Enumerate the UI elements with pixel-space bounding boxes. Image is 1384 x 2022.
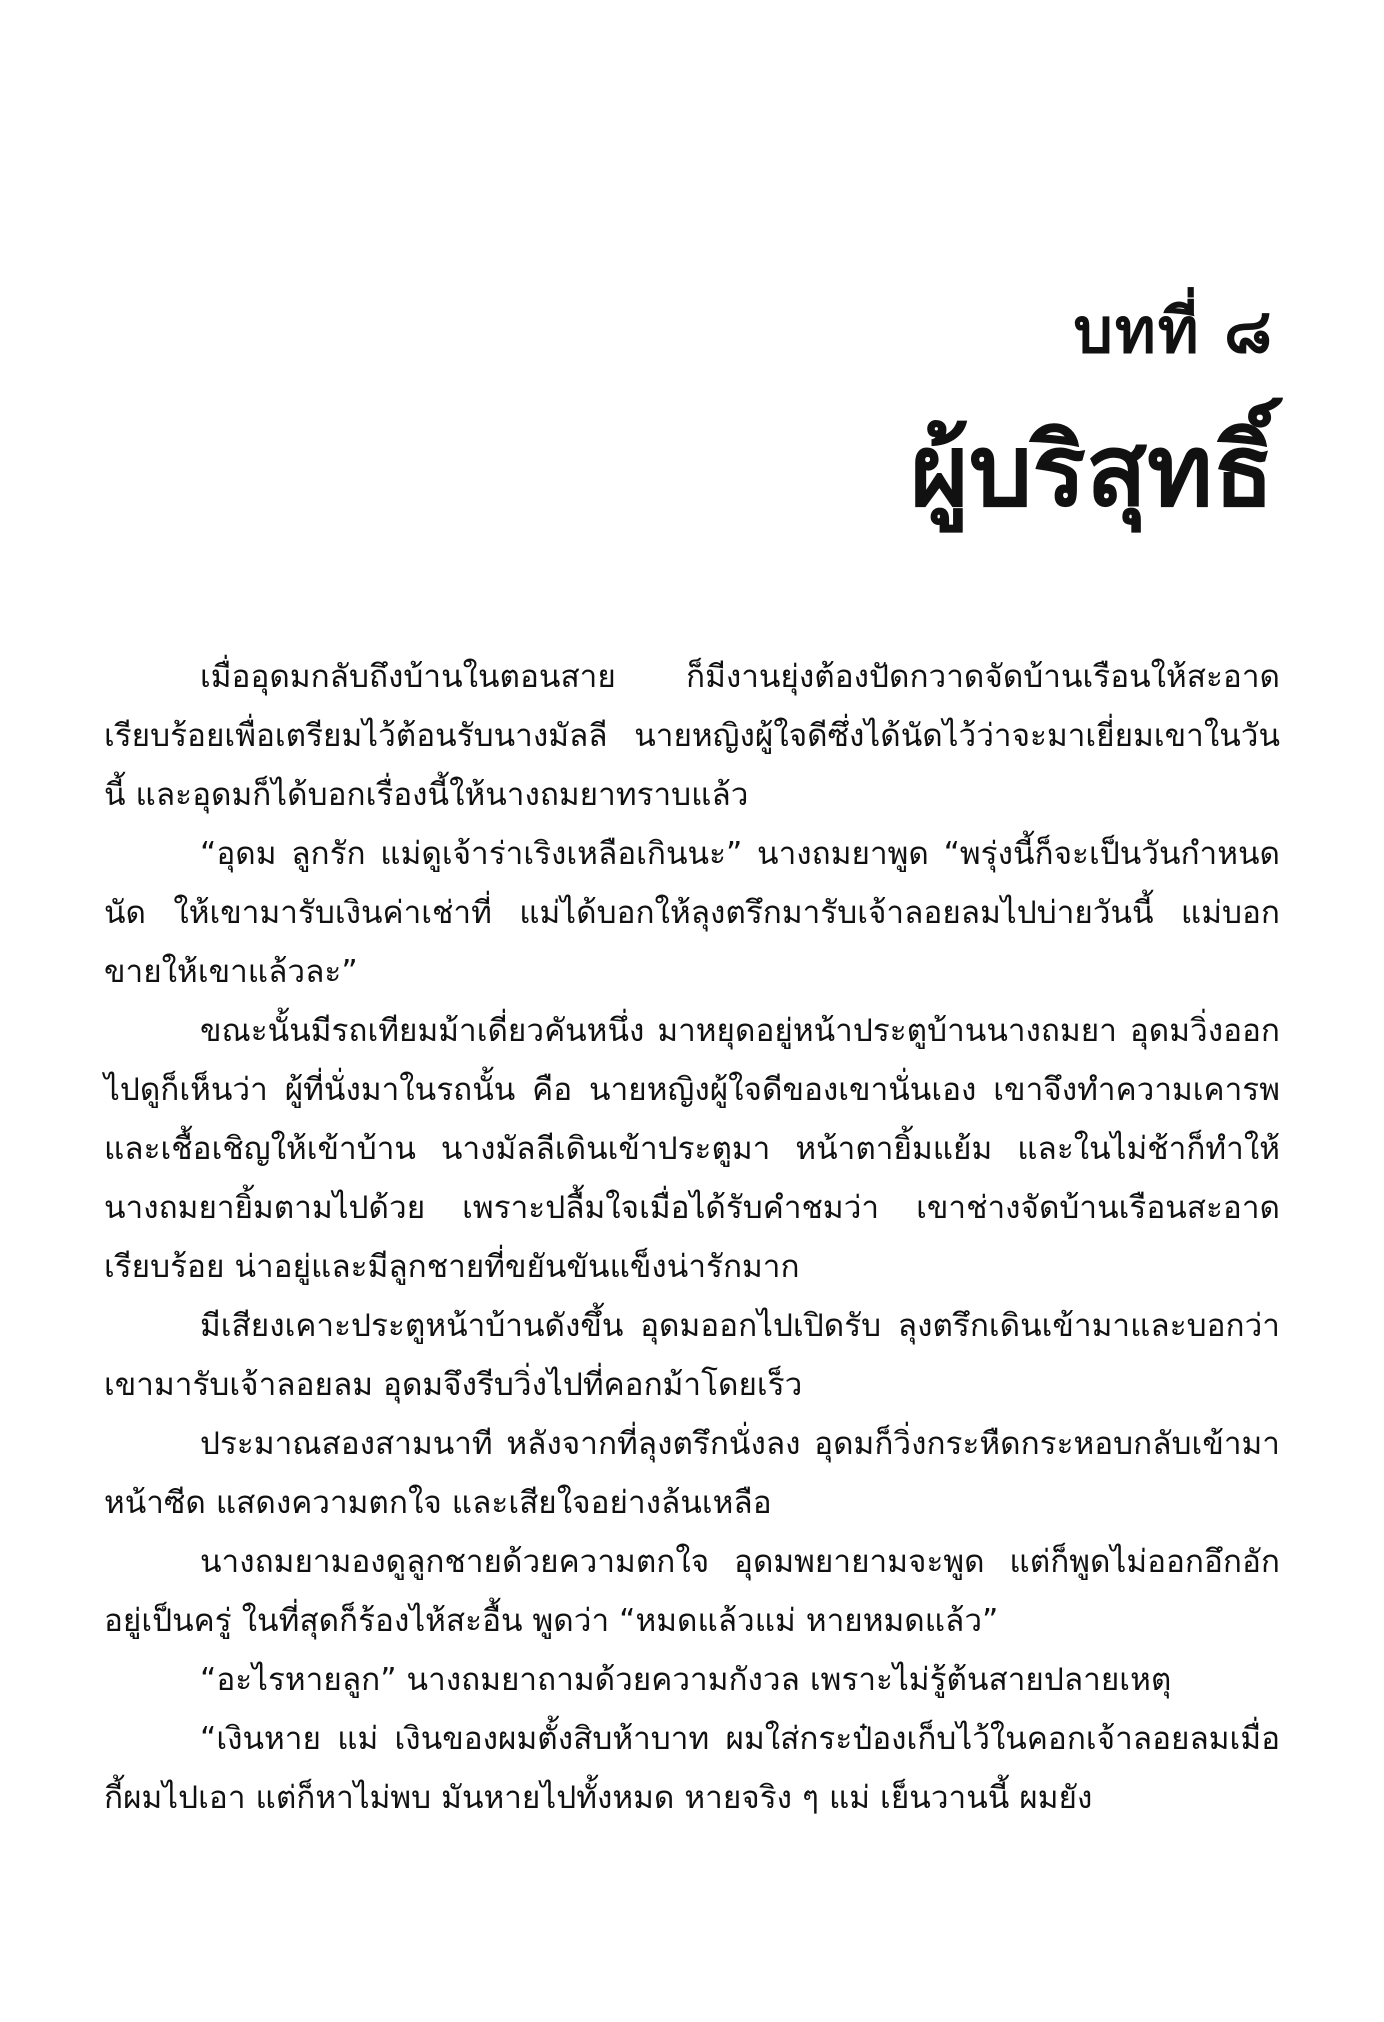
chapter-number: บทที่ ๘	[1073, 294, 1274, 367]
paragraph-4: มีเสียงเคาะประตูหน้าบ้านดังขึ้น อุดมออกไปเปิดรับ ลุงตรึกเดินเข้ามาและบอกว่าเขามารับเจ้าลอยลม อุดมจึงรีบวิ่งไปที่คอกม้าโดยเร็ว	[104, 1308, 1280, 1403]
chapter-title: ผู้บริสุทธิ์	[910, 411, 1274, 529]
chapter-body	[104, 648, 1280, 1828]
paragraph-3: ขณะนั้นมีรถเทียมม้าเดี่ยวคันหนึ่ง มาหยุดอยู่หน้าประตูบ้านนางถมยา อุดมวิ่งออกไปดูก็เห็นว่า ผู้ที่นั่งมาในรถนั้น คือ นายหญิงผู้ใจดีของเขานั่นเอง เขาจึงทำความเคารพและเชื้อเชิญให้เข้าบ้าน นางมัลลีเดินเข้าประตูมา หน้าตายิ้มแย้ม และในไม่ช้าก็ทำให้นางถมยายิ้มตามไปด้วย เพราะปลื้มใจเมื่อได้รับคำชมว่า เขาช่างจัดบ้านเรือนสะอาดเรียบร้อย น่าอยู่และมีลูกชายที่ขยันขันแข็งน่ารักมาก	[104, 1013, 1280, 1285]
paragraph-2: “อุดม ลูกรัก แม่ดูเจ้าร่าเริงเหลือเกินนะ” นางถมยาพูด “พรุ่งนี้ก็จะเป็นวันกำหนดนัด ให้เขามารับเงินค่าเช่าที่ แม่ได้บอกให้ลุงตรึกมารับเจ้าลอยลมไปบ่ายวันนี้ แม่บอกขายให้เขาแล้วละ”	[104, 836, 1280, 990]
paragraph-1: เมื่ออุดมกลับถึงบ้านในตอนสาย ก็มีงานยุ่งต้องปัดกวาดจัดบ้านเรือนให้สะอาดเรียบร้อยเพื่อเตรียมไว้ต้อนรับนางมัลลี นายหญิงผู้ใจดีซึ่งได้นัดไว้ว่าจะมาเยี่ยมเขาในวันนี้ และอุดมก็ได้บอกเรื่องนี้ให้นางถมยาทราบแล้ว	[104, 659, 1280, 813]
paragraph-5: ประมาณสองสามนาที หลังจากที่ลุงตรึกนั่งลง อุดมก็วิ่งกระหืดกระหอบกลับเข้ามาหน้าซีด แสดงความตกใจ และเสียใจอย่างล้นเหลือ	[104, 1426, 1280, 1521]
paragraph-6: นางถมยามองดูลูกชายด้วยความตกใจ อุดมพยายามจะพูด แต่ก็พูดไม่ออกอึกอักอยู่เป็นครู่ ในที่สุดก็ร้องไห้สะอื้น พูดว่า “หมดแล้วแม่ หายหมดแล้ว”	[104, 1544, 1280, 1639]
paragraph-7: “อะไรหายลูก” นางถมยาถามด้วยความกังวล เพราะไม่รู้ต้นสายปลายเหตุ	[200, 1662, 1172, 1698]
paragraph-8: “เงินหาย แม่ เงินของผมตั้งสิบห้าบาท ผมใส่กระป๋องเก็บไว้ในคอกเจ้าลอยลมเมื่อกี้ผมไปเอา แต่ก็หาไม่พบ มันหายไปทั้งหมด หายจริง ๆ แม่ เย็นวานนี้ ผมยัง	[104, 1721, 1280, 1816]
